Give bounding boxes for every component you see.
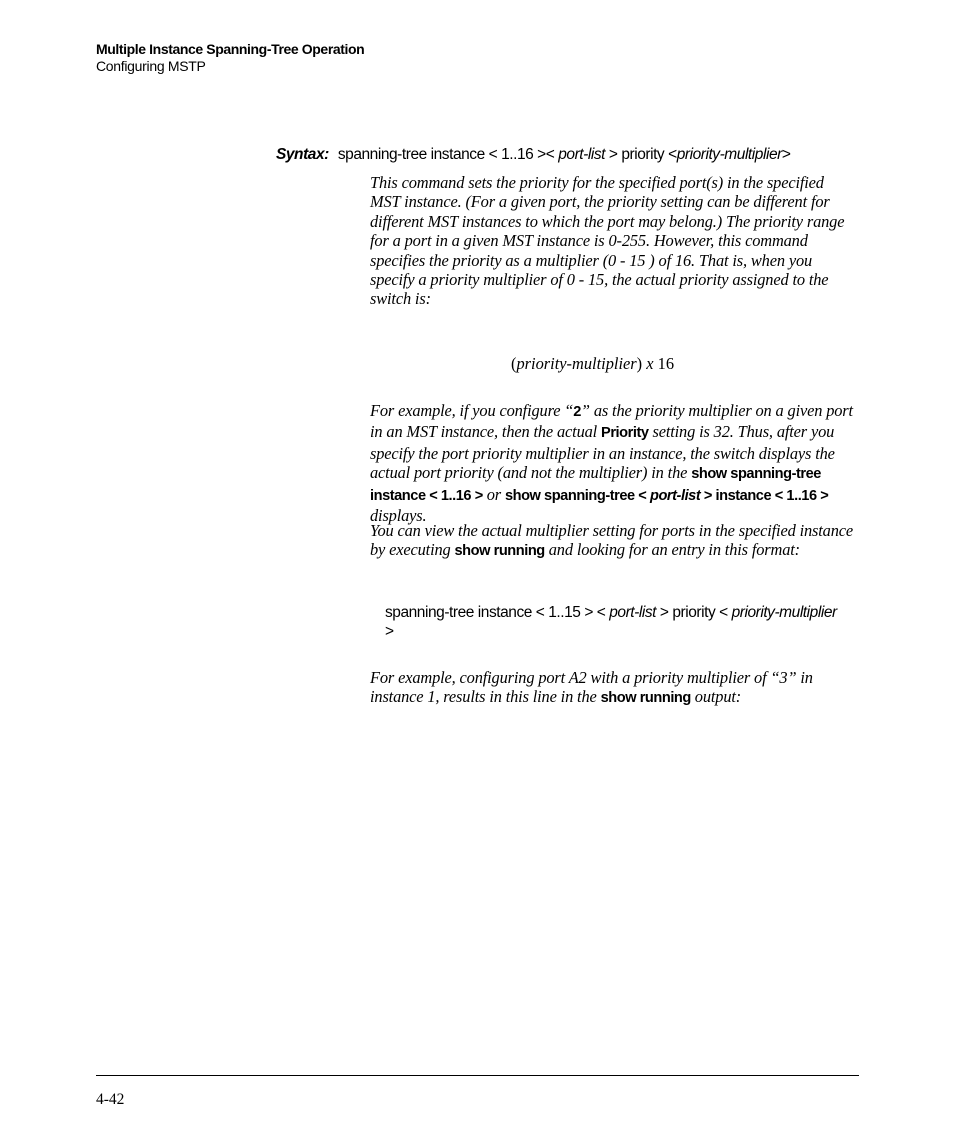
formula-factor: 16 — [657, 354, 675, 373]
port-a2-show-running-command: show running — [600, 690, 691, 707]
config-format-part2: > priority < — [656, 604, 732, 621]
formula-times: x — [642, 354, 658, 373]
example-text-5: displays. — [370, 506, 427, 526]
config-format-line — [385, 603, 845, 641]
port-a2-example-paragraph — [370, 668, 854, 709]
port-a2-text-1: For example, configuring port A2 with a priority multiplier of “3” in instance 1, results in this line in the — [370, 668, 813, 707]
show-running-paragraph — [370, 521, 854, 562]
syntax-label: Syntax: — [276, 146, 329, 163]
show-instance-command: show spanning-tree instance < 1..16 > — [370, 466, 821, 504]
example-text-1: For example, if you configure “ — [370, 401, 574, 420]
priority-formula — [511, 354, 674, 373]
syntax-command-part1: spanning-tree instance < 1..16 >< — [337, 146, 559, 163]
show-running-text-1: You can view the actual multiplier setting for ports in the specified instance by executing — [370, 521, 854, 560]
show-running-command: show running — [454, 543, 545, 560]
show-running-text-2: and looking for an entry in this format: — [544, 540, 800, 560]
example-paragraph — [370, 401, 854, 525]
config-format-priority-multiplier: priority-multiplier — [731, 604, 837, 621]
syntax-command-part2: > priority < — [605, 146, 677, 163]
running-header — [96, 41, 364, 75]
show-port-command-a: show spanning-tree < — [504, 487, 650, 504]
example-text-2: ” as the priority multiplier on a given port in an MST instance, then the actual — [370, 401, 853, 442]
example-value-2: 2 — [573, 404, 581, 420]
example-text-3: setting is 32. Thus, after you specify the port priority multiplier in an instance, the switch displays the actual port priority (and not the multiplier) in the — [370, 422, 835, 483]
description-text: This command sets the priority for the specified port(s) in the specified MST instance. (For a given port, the priority setting can be different for different MST instances to which the port may belong.) The priority range for a port in a given MST instance is 0-255. However, this command specifies the priority as a multiplier (0 - 15 ) of 16. That is, when you specify a priority multiplier of 0 - 15, the actual priority assigned to the switch is: — [370, 173, 845, 309]
show-port-command-port-list: port-list — [649, 487, 701, 504]
syntax-port-list-param: port-list — [558, 146, 605, 163]
show-port-command-c: > instance < 1..16 > — [700, 487, 829, 504]
header-section-title: Configuring MSTP — [96, 58, 206, 74]
description-paragraph — [370, 173, 854, 309]
formula-multiplier: (priority-multiplier) — [511, 354, 643, 373]
header-chapter-title: Multiple Instance Spanning-Tree Operation — [96, 41, 365, 57]
config-format-part1: spanning-tree instance < 1..15 > < — [385, 604, 610, 621]
syntax-line — [276, 145, 790, 164]
example-text-4: or — [482, 484, 505, 504]
priority-keyword: Priority — [601, 425, 649, 442]
footer-rule — [96, 1075, 859, 1076]
syntax-command-part3: > — [781, 146, 791, 163]
syntax-priority-multiplier-param: priority-multiplier — [676, 146, 782, 163]
config-format-part3: > — [385, 623, 394, 640]
config-format-port-list: port-list — [609, 604, 657, 621]
port-a2-text-2: output: — [690, 687, 742, 707]
page-number: 4-42 — [96, 1091, 125, 1108]
